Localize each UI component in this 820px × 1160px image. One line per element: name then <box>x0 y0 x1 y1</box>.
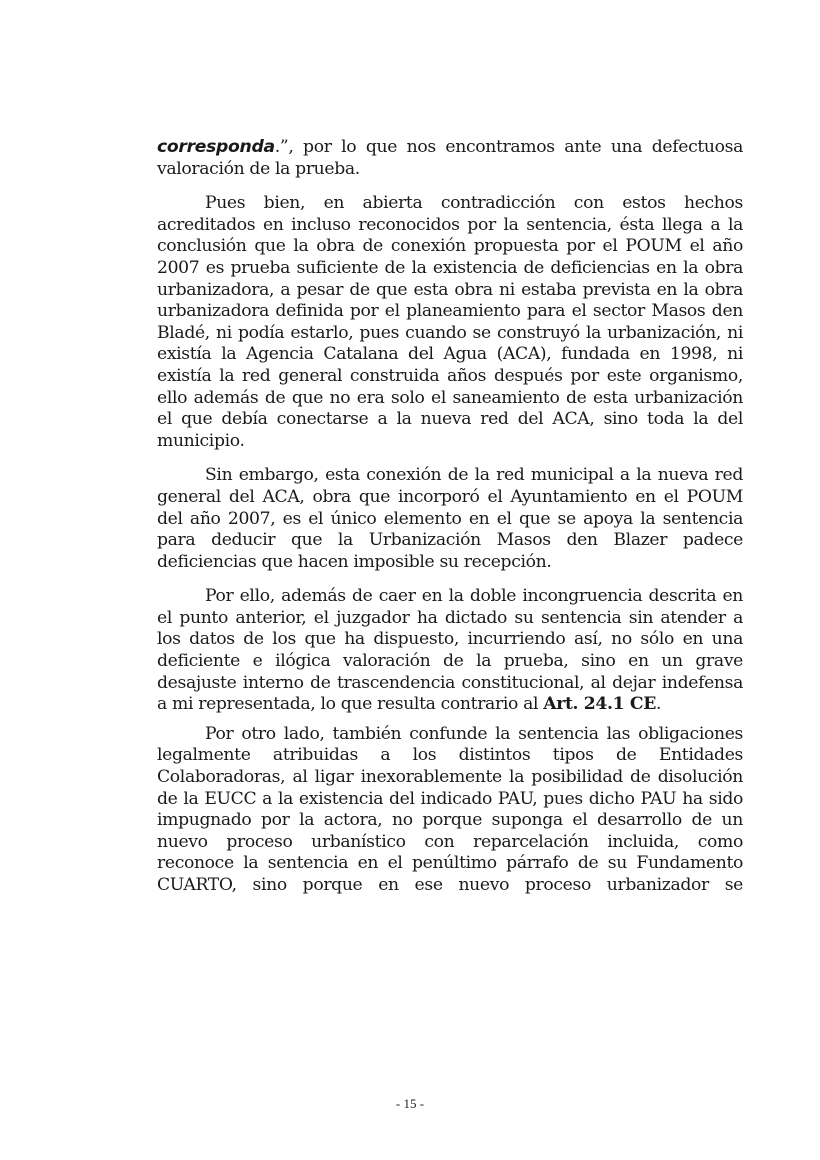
paragraph-text: Por ello, además de caer en la doble incongruencia descrita en el punto anterior, el juzgador ha dictado su sentencia sin atender a los datos de los que ha dispuesto, incurriendo así, no sólo en una deficiente e ilógica valoración de la prueba, sino en un grave desajuste interno de trascendencia constitucional, al dejar indefensa a mi representada, lo que resulta contrario al <box>157 586 743 715</box>
paragraph-2: Pues bien, en abierta contradicción con estos hechos acreditados en incluso reconocidos por la sentencia, ésta llega a la conclusión que la obra de conexión propuesta por el POUM el año 2007 es prueba suficiente de la existencia de deficiencias en la obra urbanizadora, a pesar de que esta obra ni estaba prevista en la obra urbanizadora definida por el planeamiento para el sector Masos den Bladé, ni podía estarlo, pues cuando se construyó la urbanización, ni existía la Agencia Catalana del Agua (ACA), fundada en 1998, ni existía la red general construida años después por este organismo, ello además de que no era solo el saneamiento de esta urbanización el que debía conectarse a la nueva red del ACA, sino toda la del municipio. <box>157 193 743 451</box>
legal-citation: Art. 24.1 CE <box>543 694 656 715</box>
paragraph-5: Por otro lado, también confunde la sentencia las obligaciones legalmente atribuidas a los distintos tipos de Entidades Colaboradoras, al ligar inexorablemente la posibilidad de disolución de la EUCC a la existencia del indicado PAU, pues dicho PAU ha sido impugnado por la actora, no porque suponga el desarrollo de un nuevo proceso urbanístico con reparcelación incluida, como reconoce la sentencia en el penúltimo párrafo de su Fundamento CUARTO, sino porque en ese nuevo proceso urbanizador se <box>157 723 743 895</box>
paragraph-end: . <box>655 694 662 715</box>
emphasis-text: corresponda <box>157 137 275 157</box>
paragraph-4 <box>157 586 743 716</box>
paragraph-3: Sin embargo, esta conexión de la red municipal a la nueva red general del ACA, obra que incorporó el Ayuntamiento en el POUM del año 2007, es el único elemento en el que se apoya la sentencia para deducir que la Urbanización Masos den Blazer padece deficiencias que hacen imposible su recepción. <box>157 465 743 572</box>
paragraph-1 <box>157 137 743 180</box>
page-number: - 15 - <box>395 1096 425 1111</box>
paragraph-text: .”, por lo que nos encontramos ante una defectuosa valoración de la prueba. <box>157 137 743 179</box>
document-page <box>157 137 743 897</box>
